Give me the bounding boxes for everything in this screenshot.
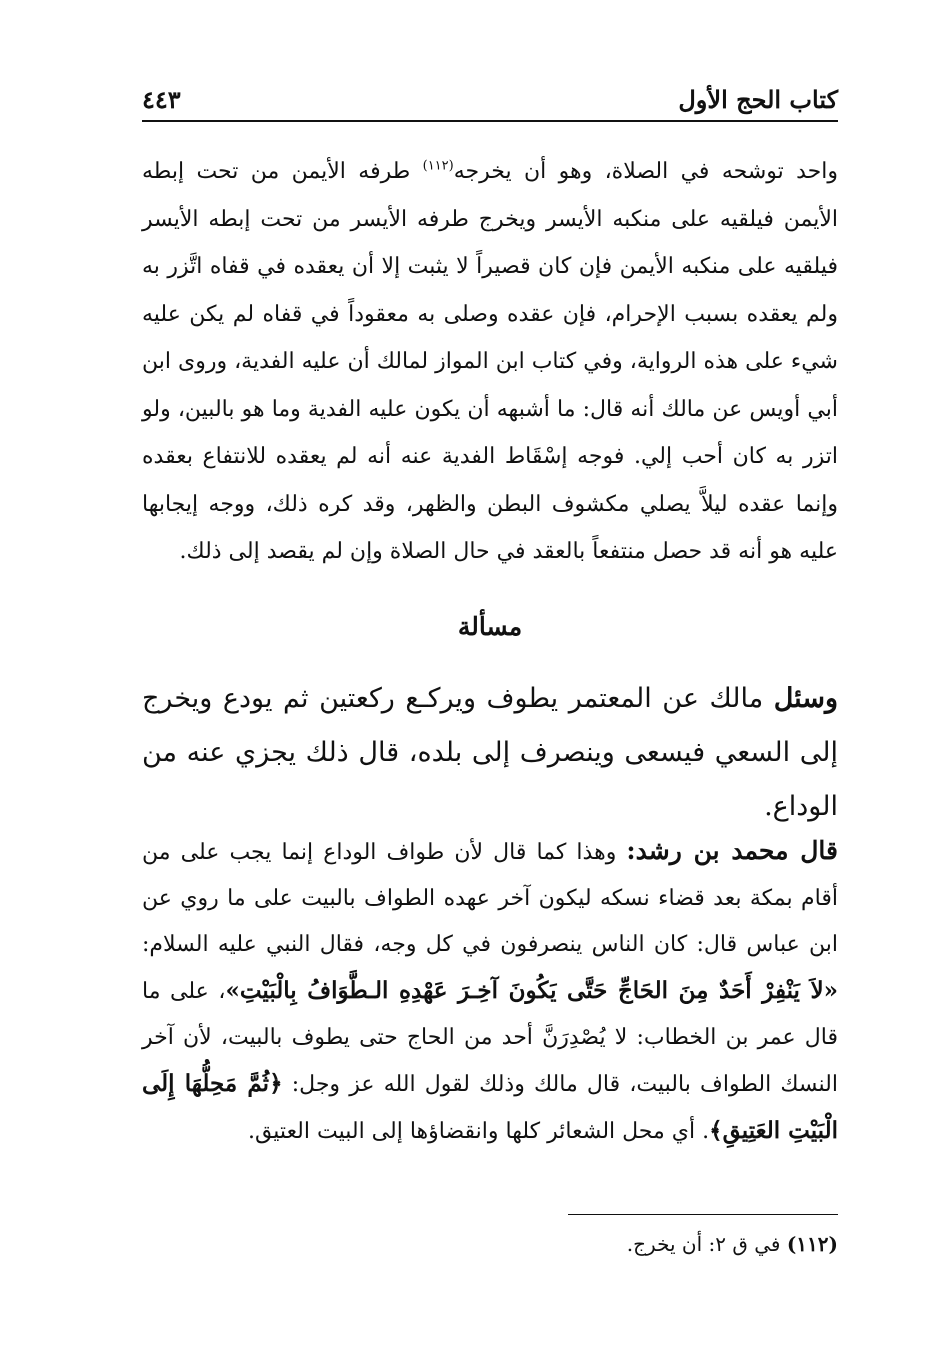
footnote	[142, 1232, 838, 1256]
footnote-number: (١١٢)	[786, 1232, 838, 1256]
main-paragraph	[142, 148, 838, 576]
question-body: مالك عن المعتمر يطوف ويركـع ركعتين ثم يودع ويخرج إلى السعي فيسعى وينصرف إلى بلده، قال ذلك يجزي عنه من الوداع.	[142, 683, 838, 822]
commentary-paragraph	[142, 828, 838, 1155]
commentary-part-3: . أي محل الشعائر كلها وانقضاؤها إلى البيت العتيق.	[247, 1119, 710, 1144]
section-heading: مسألة	[457, 612, 523, 641]
quran-verse: ﴿ثُمَّ مَحِلُّهَا إِلَى الْبَيْتِ العَتِيقِ﴾	[142, 1070, 838, 1144]
hadith-quote: «لاَ يَنْفِرْ أَحَدٌ مِنَ الحَاجِّ حَتَّى يَكُونَ آخِـرَ عَهْدِهِ الـطَّوَافُ بِالْبَيْتِ»	[225, 977, 838, 1004]
footnote-divider	[568, 1214, 838, 1215]
footnote-text: في ق ٢: أن يخرج.	[626, 1232, 787, 1256]
question-lead-word: وسئل	[773, 683, 838, 714]
commentary-speaker: قال محمد بن رشد:	[626, 836, 838, 865]
commentary-part-2: ، على ما قال عمر بن الخطاب: لا يُصْدِرَنَّ أحد من الحاج حتى يطوف بالبيت، لأن آخر النسك الطواف بالبيت، قال مالك وذلك لقول الله عز وجل:	[142, 979, 838, 1097]
question-paragraph	[142, 672, 838, 834]
paragraph-1-start: واحد توشحه في الصلاة، وهو أن يخرجه	[453, 159, 838, 184]
paragraph-1-rest: طرفه الأيمن من تحت إبطه الأيمن فيلقيه على منكبه الأيسر ويخرج طرفه الأيسر من تحت إبطه الأيسر فيلقيه على منكبه الأيمن فإن كان قصيراً لا يثبت إلا أن يعقده في قفاه اتَّزر به ولم يعقده بسبب الإحرام، فإن عقده وصلى به معقوداً في قفاه لم يكن عليه شيء على هذه الرواية، وفي كتاب ابن المواز لمالك أن عليه الفدية، وروى ابن أبي أويس عن مالك أنه قال: ما أشبهه أن يكون عليه الفدية وما هو بالبين، ولو اتزر به كان أحب إلي. فوجه إسْقَاط الفدية عنه أنه لم يعقده للانتفاع بعقده وإنما عقده ليلاَّ يصلي مكشوف البطن والظهر، وقد كره ذلك، ووجه إيجابها عليه هو أنه قد حصل منتفعاً بالعقد في حال الصلاة وإن لم يقصد إلى ذلك.	[142, 159, 838, 564]
running-title: كتاب الحج الأول	[678, 85, 838, 114]
page-number: ٤٤٣	[142, 85, 181, 114]
commentary-part-1: وهذا كما قال لأن طواف الوداع إنما يجب على من أقام بمكة بعد قضاء نسكه ليكون آخر عهده الطواف بالبيت على ما روي عن ابن عباس قال: كان الناس ينصرفون في كل وجه، فقال النبي عليه السلام:	[142, 840, 838, 957]
page-header	[142, 72, 838, 122]
footnote-reference: (١١٢)	[422, 158, 454, 174]
paragraph-1	[142, 148, 838, 576]
